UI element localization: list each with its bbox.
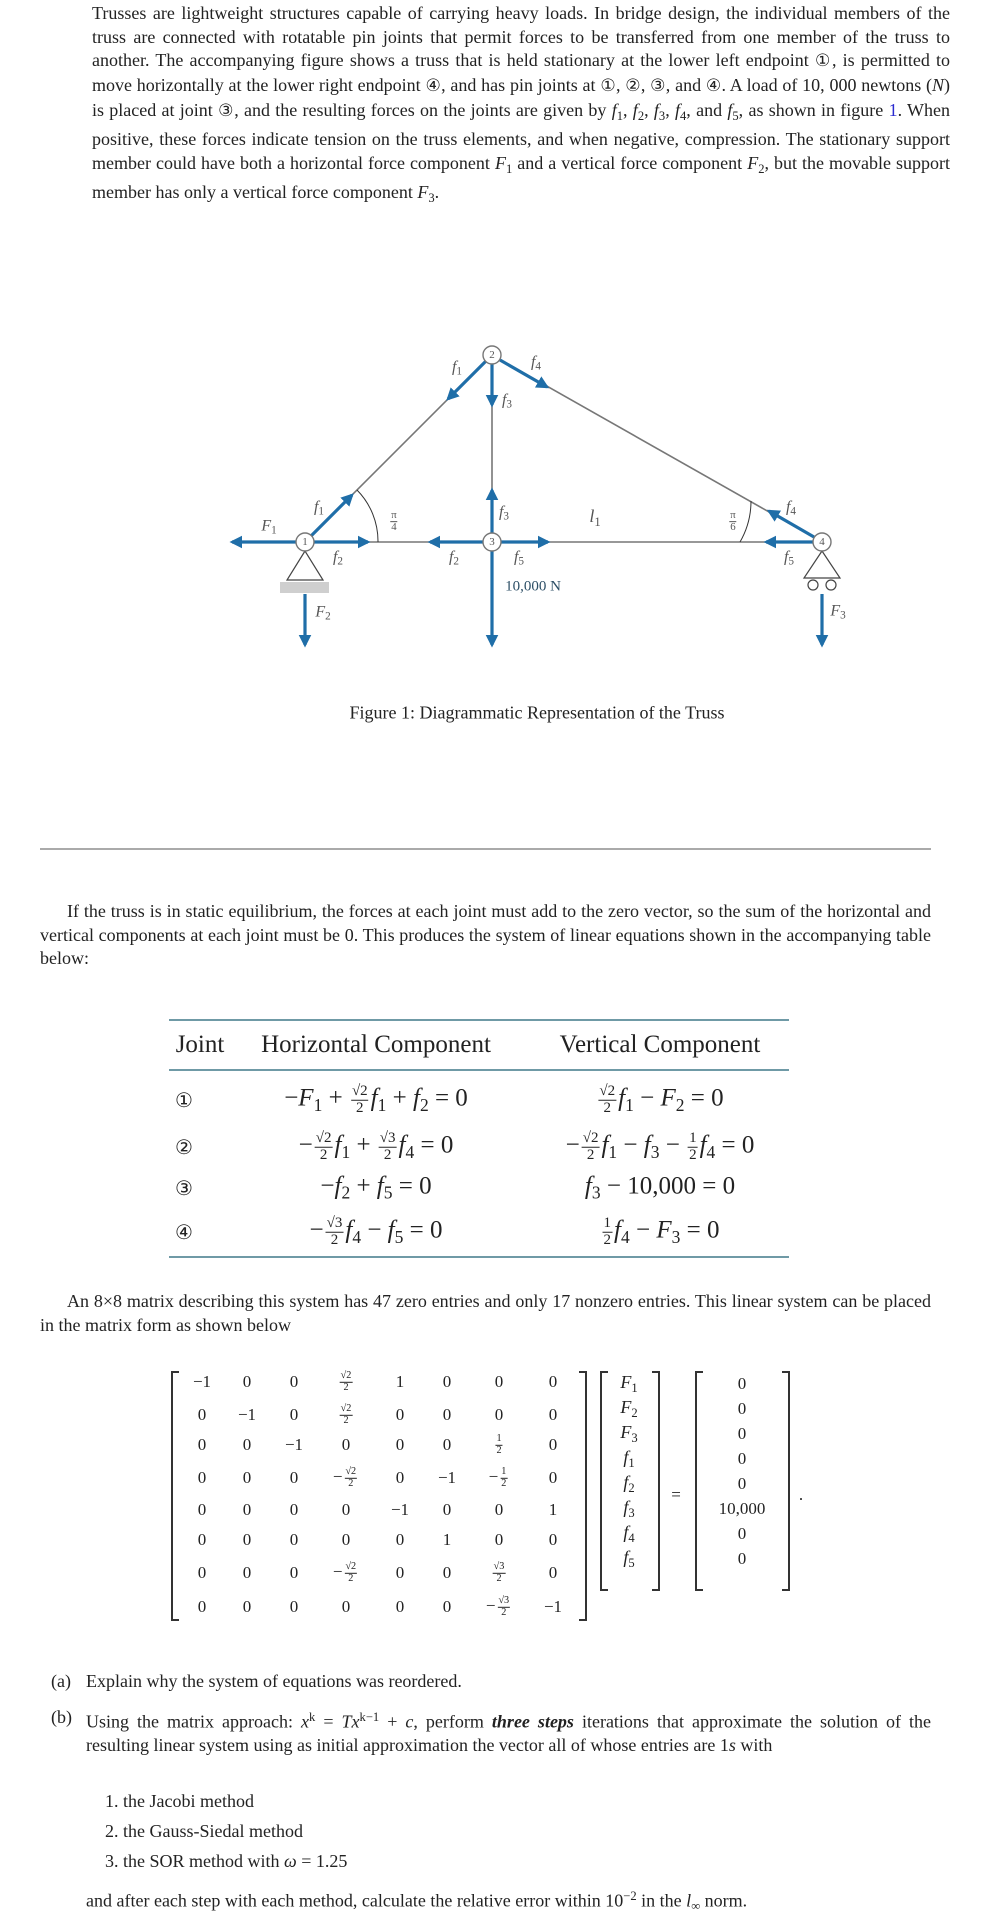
table-joint-2: ② [175,1135,193,1159]
matrix-entry: 0 [197,1435,207,1454]
matrix-entry: 0 [494,1405,504,1424]
matrix-entry: 0 [395,1563,405,1582]
matrix-entry: −1 [437,1468,457,1487]
matrix-entry: 0 [242,1468,252,1487]
header-vertical: Vertical Component [559,1031,761,1058]
horizontal-equation-1: $-F_1$ + $\frac{√2}{2}$ $f_1 + f_2 = 0$ [284,1082,468,1116]
vector-b-bracket-right [782,1371,790,1591]
matrix-entry: 0 [242,1563,252,1582]
label-angle-pi-6: $\frac{\pi}{6}$ [730,509,736,534]
matrix-entry: 0 [395,1405,405,1424]
label-F2: $F_2$ [315,603,331,623]
header-joint: Joint [175,1031,225,1058]
table-joint-4: ④ [175,1220,193,1244]
matrix-entry: 0 [242,1435,252,1454]
matrix-entry: 1 [395,1372,405,1391]
vector-b-bracket-left [695,1371,703,1591]
matrix-entry: 0 [442,1597,452,1616]
vertical-equation-2: − $\frac{√2}{2}$ $f_1 - f_3$ − $\frac{1}{2}$ $f_4 = 0$ [565,1129,755,1163]
rhs-entry: 0 [737,1474,747,1493]
method-jacobi: 1. the Jacobi method [105,1791,254,1811]
matrix-entry: 0 [289,1405,299,1424]
matrix-entry: 0 [197,1405,207,1424]
period: . [798,1485,804,1504]
matrix-entry: 1 [442,1530,452,1549]
joint-4-label: 4 [819,536,825,548]
figure-caption: Figure 1: Diagrammatic Representation of the Truss [349,702,725,723]
matrix-entry: 0 [289,1597,299,1616]
matrix-entry: 0 [341,1530,351,1549]
matrix-entry: 1 [548,1500,558,1519]
matrix-entry: 0 [197,1468,207,1487]
matrix-entry: 0 [548,1405,558,1424]
matrix-entry: 0 [442,1435,452,1454]
matrix-entry: 0 [242,1530,252,1549]
matrix-entry: 0 [242,1500,252,1519]
label-f5-joint3: $f_5$ [513,548,525,568]
rhs-entry: 0 [737,1449,747,1468]
equilibrium-paragraph: If the truss is in static equilibrium, the forces at each joint must add to the zero vector, so the sum of the horizontal and vertical components at each joint must be 0. This produces the system of linear equations shown in the accompanying table below: [40,901,931,969]
question-a-label: (a) [51,1671,71,1691]
vertical-equation-3: $f_3 - 10,000 = 0$ [584,1172,736,1203]
matrix-entry: $\frac{√2}{2}$ [340,1369,352,1393]
equals-sign: = [671,1485,681,1504]
matrix-entry: 0 [197,1597,207,1616]
rhs-entry: 0 [737,1549,747,1568]
unknown-entry: $f_3$ [623,1497,635,1520]
vertical-equation-4: $\frac{1}{2}$ $f_4 - F_3 = 0$ [603,1214,720,1248]
table-joint-1: ① [175,1088,193,1112]
label-angle-pi-4: $\frac{\pi}{4}$ [391,509,397,534]
horizontal-equation-3: $-f_2 + f_5 = 0$ [320,1172,432,1203]
method-sor: 3. the SOR method with ω = 1.25 [105,1851,348,1871]
matrix-entry: 0 [442,1500,452,1519]
matrix-entry: 0 [494,1530,504,1549]
table-bottom-rule [169,1256,789,1258]
unknown-entry: $f_4$ [623,1522,635,1545]
section-divider [40,848,931,850]
matrix-entry: 0 [289,1500,299,1519]
matrix-entry: −1 [192,1372,212,1391]
header-horizontal: Horizontal Component [261,1031,491,1058]
matrix-entry: − $\frac{√2}{2}$ [332,1560,357,1584]
matrix-entry: 0 [289,1372,299,1391]
matrix-entry: 0 [548,1435,558,1454]
matrix-entry: 0 [395,1468,405,1487]
truss-members [305,355,822,542]
matrix-entry: 0 [548,1468,558,1487]
matrix-entry: − $\frac{√2}{2}$ [332,1465,357,1489]
horizontal-equation-2: − $\frac{√2}{2}$ $f_1$ + $\frac{√3}{2}$ $f_4 = 0$ [298,1129,454,1163]
matrix-entry: 0 [395,1530,405,1549]
matrix-entry: 0 [548,1563,558,1582]
matrix-entry: −1 [543,1597,563,1616]
matrix-bracket-right [579,1371,587,1621]
label-f2-joint3: $f_2$ [448,548,460,568]
unknown-entry: $f_1$ [623,1447,635,1470]
matrix-entry: 0 [395,1597,405,1616]
matrix-entry: 0 [442,1372,452,1391]
matrix-entry: −1 [390,1500,410,1519]
matrix-paragraph: An 8×8 matrix describing this system has 47 zero entries and only 17 nonzero entries. This linear system can be placed in the matrix form as shown below [40,1291,931,1335]
joint-circles [296,346,831,551]
method-gauss-seidel: 2. the Gauss-Siedal method [105,1821,303,1841]
question-b-text: Using the matrix approach: $x^k = Tx^{k-1} + c$, perform three steps iterations that approximate the solution of the resulting linear system using as initial approximation the vector all of whose entries are 1s with [86,1710,931,1755]
label-F3: $F_3$ [830,602,846,622]
rhs-entry: 0 [737,1524,747,1543]
matrix-entry: 0 [548,1372,558,1391]
unknown-entry: $F_1$ [620,1372,638,1395]
unknown-entry: $f_2$ [623,1472,635,1495]
matrix-entry: − $\frac{1}{2}$ [488,1465,507,1489]
matrix-entry: 0 [242,1597,252,1616]
rhs-entry: 0 [737,1424,747,1443]
matrix-entry: 0 [197,1563,207,1582]
matrix-entry: 0 [197,1530,207,1549]
matrix-entry: 0 [289,1530,299,1549]
unknown-entry: $F_2$ [620,1397,638,1420]
matrix-bracket-left [171,1371,179,1621]
matrix-entry: 0 [442,1405,452,1424]
rhs-entry: 0 [737,1399,747,1418]
truss-figure [0,0,1000,740]
load-label: 10,000 N [505,578,561,595]
matrix-entry: 0 [494,1372,504,1391]
matrix-entry: 0 [341,1435,351,1454]
matrix-entry: $\frac{√2}{2}$ [340,1402,352,1426]
vector-x-bracket-left [600,1371,608,1591]
label-f2-joint1: $f_2$ [332,548,344,568]
matrix-entry: 0 [197,1500,207,1519]
matrix-entry: −1 [237,1405,257,1424]
matrix-entry: 0 [289,1468,299,1487]
intro-paragraph: Trusses are lightweight structures capable of carrying heavy loads. In bridge design, the individual members of the truss are connected with rotatable pin joints that permit forces to be transferred from one member of the truss to another. The accompanying figure shows a truss that is held stationary at the lower left endpoint ①, is permitted to move horizontally at the lower right endpoint ④, and has pin joints at ①, ②, ③, and ④. A load of 10, 000 newtons (N) is placed at joint ③, and the resulting forces on the joints are given by $f_1$, $f_2$, $f_3$, $f_4$, and $f_5$, as shown in figure 1. When positive, these forces indicate tension on the truss elements, and when negative, compression. The stationary support member could have both a horizontal force component $F_1$ and a vertical force component $F_2$, but the movable support member has only a vertical force component $F_3$. [92,3,951,206]
matrix-entry: 0 [442,1563,452,1582]
matrix-entry: $\frac{1}{2}$ [496,1432,502,1456]
vertical-equation-1: $\frac{√2}{2}$ $f_1 - F_2 = 0$ [599,1082,724,1116]
table-header-rule [169,1069,789,1071]
question-a-text: Explain why the system of equations was reordered. [86,1671,462,1691]
question-b-label: (b) [51,1707,72,1727]
rhs-entry: 0 [737,1374,747,1393]
matrix-entry: − $\frac{√3}{2}$ [485,1594,510,1618]
matrix-entry: $\frac{√3}{2}$ [493,1560,505,1584]
matrix-entry: 0 [341,1597,351,1616]
joint-2-label: 2 [489,349,495,361]
label-l1: $l_1$ [589,506,601,529]
unknown-entry: $F_3$ [620,1422,638,1445]
label-f4-joint2: $f_4$ [530,353,542,373]
label-f3-joint2: $f_3$ [501,391,513,411]
label-f4-joint4: $f_4$ [785,498,797,518]
support-roller [804,551,840,590]
joint-1-label: 1 [302,536,308,548]
matrix-entry: 0 [242,1372,252,1391]
label-f3-joint3: $f_3$ [498,503,510,523]
support-fixed [280,551,329,593]
matrix-entry: 0 [395,1435,405,1454]
rhs-entry: 10,000 [718,1499,766,1518]
joint-3-label: 3 [489,536,495,548]
truss-diagram [0,0,1000,740]
matrix-entry: 0 [289,1563,299,1582]
matrix-entry: 0 [494,1500,504,1519]
angle-arc-right [740,501,751,542]
table-top-rule [169,1019,789,1021]
table-joint-3: ③ [175,1176,193,1200]
matrix-entry: 0 [341,1500,351,1519]
vector-x-bracket-right [652,1371,660,1591]
unknown-entry: $f_5$ [623,1547,635,1570]
label-f1-joint1: $f_1$ [313,498,325,518]
label-f1-joint2: $f_1$ [451,358,463,378]
label-F1: $F_1$ [261,517,277,537]
label-f5-joint4: $f_5$ [783,548,795,568]
angle-arc-left [357,490,378,542]
horizontal-equation-4: − $\frac{√3}{2}$ $f_4 - f_5 = 0$ [309,1214,443,1248]
matrix-entry: −1 [284,1435,304,1454]
matrix-entry: 0 [548,1530,558,1549]
closing-instruction: and after each step with each method, calculate the relative error within $10^{-2}$ in the $l_\infty$ norm. [86,1889,748,1914]
